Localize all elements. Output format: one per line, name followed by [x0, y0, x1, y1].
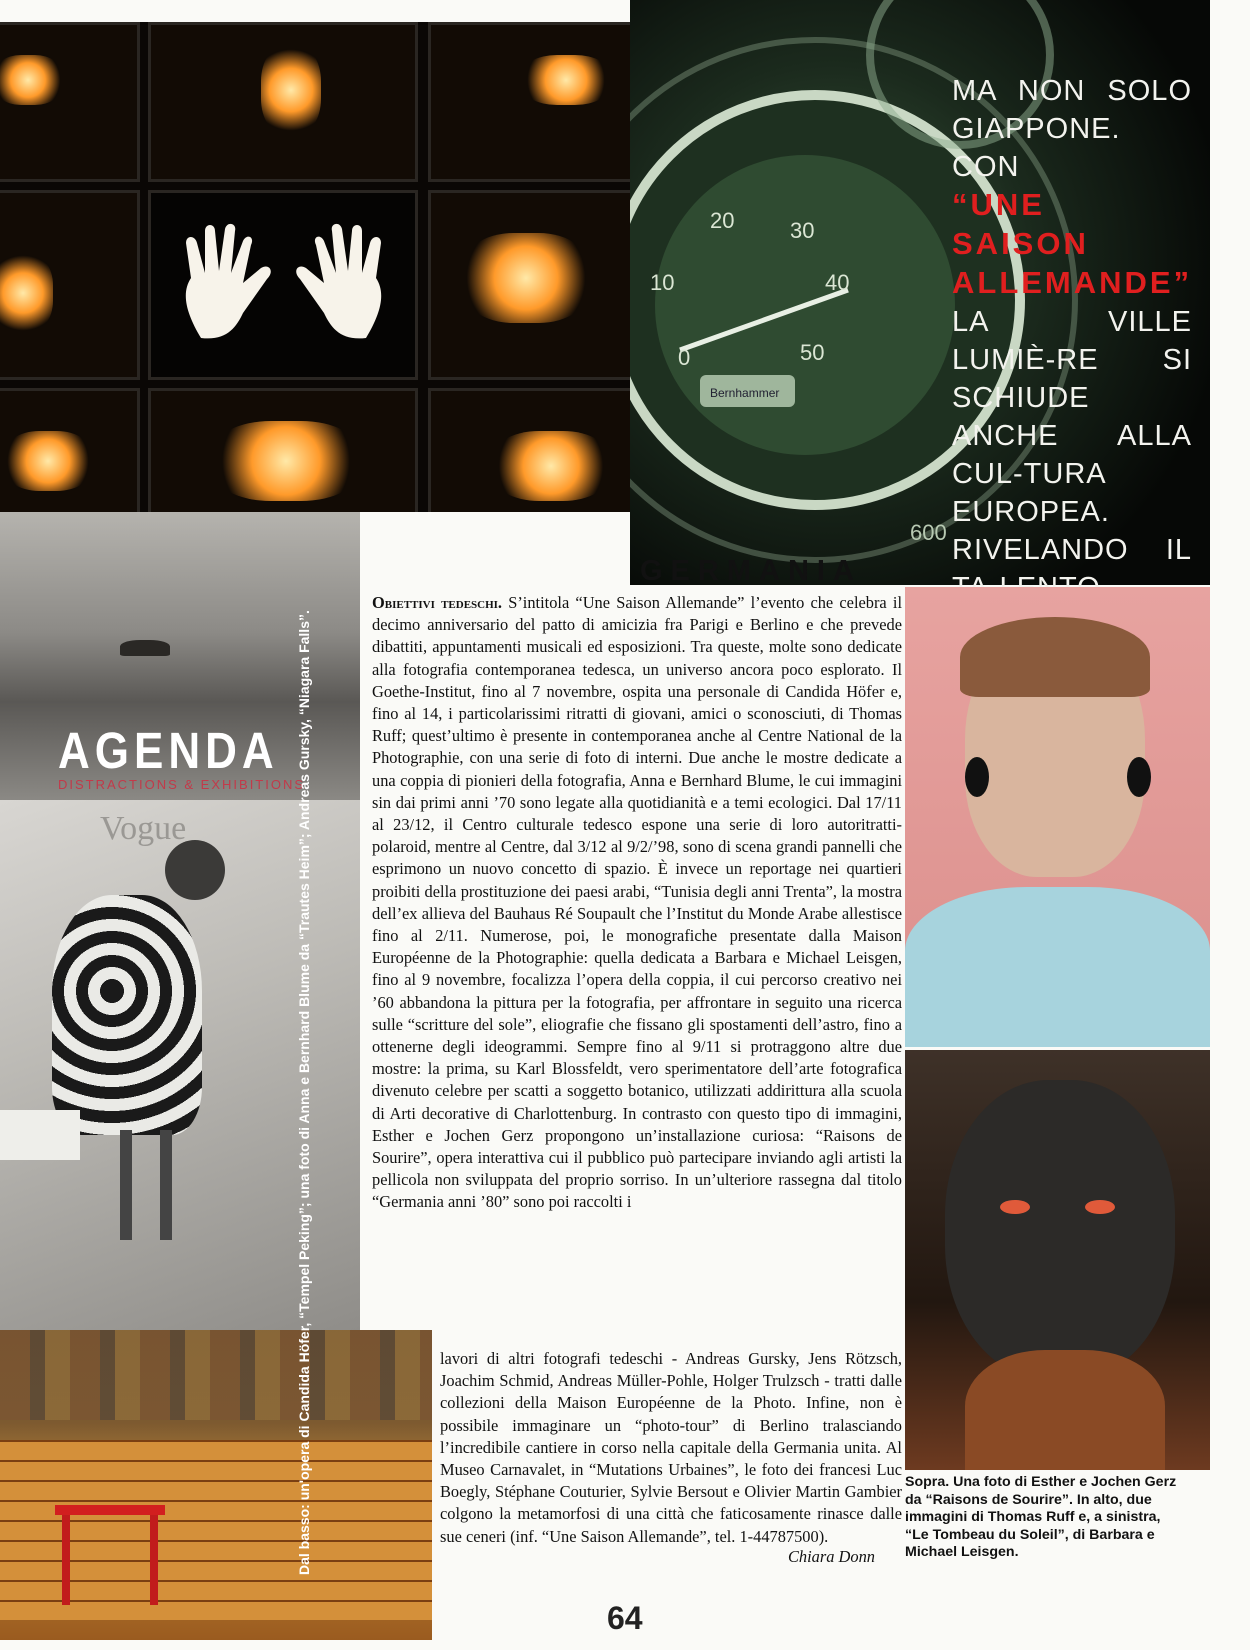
gauge-number: 0 [678, 345, 691, 370]
gauge-number: 50 [800, 340, 825, 365]
magazine-text: Vogue [100, 810, 187, 847]
article-paragraph [372, 592, 902, 1214]
grid-cell [0, 388, 140, 512]
grid-cell [148, 388, 418, 512]
gauge-number: 600 [910, 520, 947, 545]
agenda-subtitle: DISTRACTIONS & EXHIBITIONS [58, 777, 306, 792]
pull-quote-line1: MA NON SOLO GIAPPONE. CON [952, 75, 1192, 183]
grid-cell [428, 190, 630, 380]
grid-cell [428, 388, 630, 512]
grid-cell [0, 22, 140, 182]
photo-light-grid [0, 22, 630, 512]
author-byline: Chiara Donn [788, 1547, 875, 1566]
photo-tempel-peking [0, 1330, 432, 1640]
gauge-label: Bernhammer [710, 386, 780, 400]
article-continuation [440, 1348, 902, 1548]
handprint-right [291, 223, 386, 343]
grid-cell [148, 22, 418, 182]
article-text-tail: lavori di altri fotografi tedeschi - Andreas Gursky, Jens Rötzsch, Joachim Schmid, Andreas Müller-Pohle, Holger Trulzsch - tratti dalle collezioni della Maison Européenne de la Photo. Infine, non è possibile immaginare un “photo-tour” di Berlino tralasciando l’incredibile cantiere in corso nella capitale della Germania unita. Al Museo Carnavalet, in “Mutations Urbaines”, le foto dei francesi Luc Boegly, Stéphane Couturier, Sylvie Bersout e Olivier Martin Gambier colgono la metamorfosi di una città che faticosamente rinasce dalle sue ceneri (inf. “Une Saison Allemande”, tel. 1-44787500). [440, 1349, 902, 1546]
pull-quote-line2: LA VILLE LUMIÈ-RE SI SCHIUDE ANCHE ALLA CUL-TURA EUROPEA. RIVELANDO IL [952, 306, 1192, 566]
pull-quote-highlight: “UNE SAISON ALLEMANDE” [952, 187, 1193, 300]
article-text: S’intitola “Une Saison Allemande” l’evento che celebra il decimo anniversario del patto di amicizia fra Parigi e Berlino e che prevede dibattiti, appuntamenti musicali ed esposizioni. Tra queste, molte sono dedicate alla fotografia contemporanea tedesca, un universo ancora poco esplorato. Il Goethe-Institut, fino al 7 novembre, ospita una personale di Candida Höfer e, fino al 14, i particolarissimi ritratti di giovani, amici o sconosciuti, di Thomas Ruff; quest’ultimo è presente in contemporanea anche al Centre National de la Photographie, con una serie di foto di interni. Due anche le mostre dedicate a una coppia di pionieri della fotografia, Anna e Bernhard Blume, le cui immagini sin dai primi anni ’70 sono legate alla quotidianità e a temi ecologici. Dal 17/11 al 23/12, il Centro culturale tedesco espone una serie di loro autoritratti-polaroid, mentre al Centre, dal 3/12 al 9/2/’98, sono di scena grandi pannelli che esprimono un nuovo concetto di spazio. È invece un reportage nei quartieri proibiti della prostituzione dei paesi arabi, “Tunisia degli anni Trenta”, la mostra dell’ex allieva del Bauhaus Ré Soupault che l’Institut du Monde Arabe allestisce fino al 2/11. Numerose, poi, le monografiche presentate dalla Maison Européenne de la Photographie: quella dedicata a Barbara e Michael Leisgen, fino al 9 novembre, focalizza l’opera della coppia, il cui percorso creativo nei ’60 abbandona la pittura per la fotografia, per affrontare in seguito una ricerca sulle “scritture del sole”, eliografie che fissano gli spostamenti dell’astro, fino a ottenerne degli ideogrammi. Sempre fino al 9/11 si protraggono altre due mostre: la prima, su Karl Blossfeldt, vero sperimentatore dell’arte fotografica divenuto celebre per scatti a soggetto botanico, utilizzati addirittura alla scuola di Arti decorative di Charlottenburg. In contrasto con questo tipo di immagini, Esther e Jochen Gerz propongono un’installazione curiosa: “Raisons de Sourire”, opera interattiva cui il pubblico può partecipare inviando agli artisti la pellicola non sviluppata del proprio sorriso. In un’ulteriore rassegna dal titolo “Germania anni ’80” sono poi raccolti i [372, 593, 902, 1212]
section-title: GERMANIA [640, 555, 862, 587]
grid-cell [428, 22, 630, 182]
article-body [372, 592, 902, 1214]
gauge-number: 30 [790, 218, 815, 243]
photo-raisons-de-sourire [905, 1050, 1210, 1470]
handprint-left [181, 223, 276, 343]
article-lead: Obiettivi tedeschi. [372, 593, 503, 612]
photo-caption: Sopra. Una foto di Esther e Jochen Gerz da “Raisons de Sourire”. In alto, due immagini di Thomas Ruff e, a sinistra, “Le Tombeau du Soleil”, di Barbara e Michael Leisgen. [905, 1474, 1177, 1560]
page-number: 64 [607, 1600, 643, 1636]
torn-edge [1210, 0, 1250, 590]
photo-portrait-woman [905, 587, 1210, 1047]
gauge-number: 20 [710, 208, 735, 233]
agenda-title: AGENDA [58, 723, 279, 780]
grid-cell [0, 190, 140, 380]
gauge-number: 10 [650, 270, 675, 295]
photo-credit: Dal basso: un'opera di Candida Höfer, “Tempel Peking”; una foto di Anna e Bernhard Blume da “Trautes Heim”; Andreas Gursky, “Niagara Falls”. [296, 610, 312, 1575]
gauge-number: 40 [825, 270, 850, 295]
grid-cell [148, 190, 418, 380]
